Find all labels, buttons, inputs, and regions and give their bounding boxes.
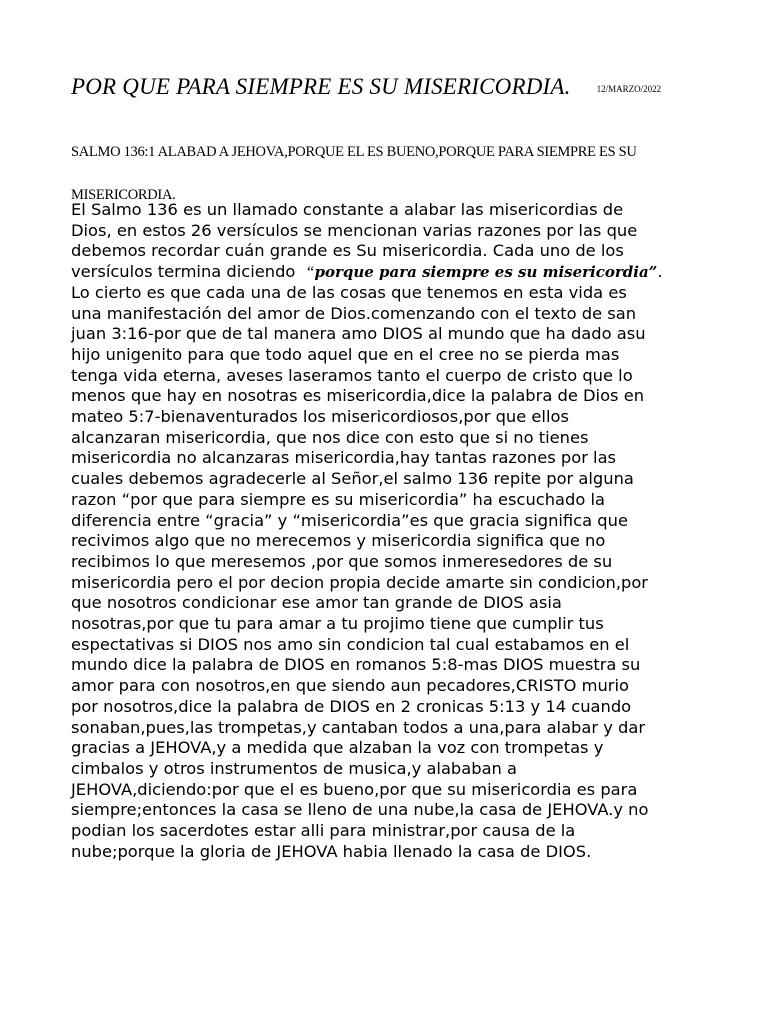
body-line: mundo dice la palabra de DIOS en romanos 5:8-mas DIOS muestra su <box>71 655 641 675</box>
body-line: misericordia pero el por decion propia decide amarte sin condicion,por <box>71 572 649 592</box>
body-line: hijo unigenito para que todo aquel que en el cree no se pierda mas <box>71 344 620 364</box>
body-line: una manifestación del amor de Dios.comenzando con el texto de san <box>71 303 637 323</box>
body-line: alcanzaran misericordia, que nos dice con esto que si no tienes <box>71 427 589 447</box>
body-line: gracias a JEHOVA,y a medida que alzaban la voz con trompetas y <box>71 738 604 758</box>
body-line: siempre;entonces la casa se lleno de una nube,la casa de JEHOVA.y no <box>71 800 649 820</box>
body-line: recibimos lo que meresemos ,por que somos inmeresedores de su <box>71 551 613 571</box>
body-line: espectativas si DIOS nos amo sin condicion tal cual estabamos en el <box>71 634 630 654</box>
document-date: 12/MARZO/2022 <box>596 84 662 94</box>
body-line: sonaban,pues,las trompetas,y cantaban todos a una,para alabar y dar <box>71 717 646 737</box>
body-line: misericordia no alcanzaras misericordia,hay tantas razones por las <box>71 448 617 468</box>
body-line: podian los sacerdotes estar alli para ministrar,por causa de la <box>71 821 576 841</box>
emphasized-quote: porque para siempre es su misericordia” <box>314 263 658 282</box>
body-line: nosotras,por que tu para amar a tu projimo tiene que cumplir tus <box>71 614 604 634</box>
body-line: recivimos algo que no merecemos y misericordia significa que no <box>71 531 606 551</box>
body-line: amor para con nosotros,en que siendo aun pecadores,CRISTO murio <box>71 676 629 696</box>
body-line: por nosotros,dice la palabra de DIOS en 2 cronicas 5:13 y 14 cuando <box>71 696 632 716</box>
body-line: Dios, en estos 26 versículos se mencionan varias razones por las que <box>71 220 638 240</box>
body-line-with-quote <box>71 262 711 283</box>
body-line: razon “por que para siempre es su misericordia” ha escuchado la <box>71 489 605 509</box>
body-line: cuales debemos agradecerle al Señor,el salmo 136 repite por alguna <box>71 469 634 489</box>
body-line: tenga vida eterna, aveses laseramos tanto el cuerpo de cristo que lo <box>71 365 633 385</box>
body-line-text: . <box>657 262 663 282</box>
body-line: que nosotros condicionar ese amor tan grande de DIOS asia <box>71 593 562 613</box>
document-title: POR QUE PARA SIEMPRE ES SU MISERICORDIA. <box>71 74 571 99</box>
body-paragraph <box>71 200 711 863</box>
body-line: juan 3:16-por que de tal manera amo DIOS al mundo que ha dado asu <box>71 324 646 344</box>
body-line: debemos recordar cuán grande es Su misericordia. Cada uno de los <box>71 241 624 261</box>
verse-line-1: SALMO 136:1 ALABAD A JEHOVA,PORQUE EL ES BUENO,PORQUE PARA SIEMPRE ES SU <box>71 144 637 160</box>
body-line: Lo cierto es que cada una de las cosas que tenemos en esta vida es <box>71 282 627 302</box>
header <box>71 74 711 100</box>
body-line: diferencia entre “gracia” y “misericordia”es que gracia significa que <box>71 510 628 530</box>
body-line: nube;porque la gloria de JEHOVA habia llenado la casa de DIOS. <box>71 841 592 861</box>
body-line: mateo 5:7-bienaventurados los misericordiosos,por que ellos <box>71 407 569 427</box>
quote-open-mark: “ <box>305 262 315 282</box>
body-line: JEHOVA,diciendo:por que el es bueno,por que su misericordia es para <box>71 779 638 799</box>
body-line-text: versículos termina diciendo <box>71 262 296 282</box>
verse-line-2: MISERICORDIA. <box>71 187 176 203</box>
body-line: El Salmo 136 es un llamado constante a alabar las misericordias de <box>71 200 624 219</box>
body-line: menos que hay en nosotras es misericordia,dice la palabra de Dios en <box>71 386 645 406</box>
body-line: cimbalos y otros instrumentos de musica,y alababan a <box>71 758 518 778</box>
